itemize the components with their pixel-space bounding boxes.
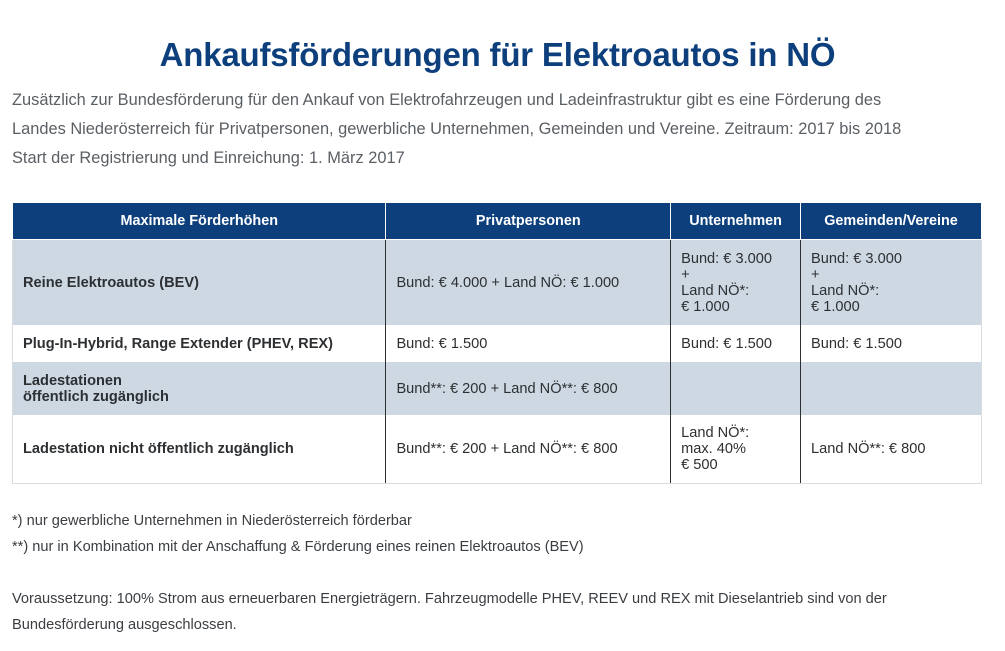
- cell-company: [671, 240, 801, 326]
- cell-community: Land NÖ**: € 800: [801, 415, 982, 484]
- cell-line: Land NÖ*:: [811, 282, 880, 299]
- requirement-line: Voraussetzung: 100% Strom aus erneuerbaren Energieträgern. Fahrzeugmodelle PHEV, REEV und REX mit Dieselantrieb sind von der: [12, 591, 887, 607]
- label-line: öffentlich zugänglich: [23, 388, 169, 405]
- intro-line: Landes Niederösterreich für Privatpersonen, gewerbliche Unternehmen, Gemeinden und Vereine. Zeitraum: 2017 bis 2018: [12, 120, 902, 138]
- cell-line: +: [681, 266, 690, 283]
- cell-community: [801, 362, 982, 415]
- cell-company: Bund: € 1.500: [671, 325, 801, 362]
- cell-line: € 1.000: [811, 298, 860, 315]
- row-label: Ladestation nicht öffentlich zugänglich: [13, 415, 386, 484]
- column-header: Gemeinden/Vereine: [801, 203, 982, 240]
- cell-private: Bund: € 1.500: [386, 325, 671, 362]
- intro-line: Start der Registrierung und Einreichung: 1. März 2017: [12, 149, 405, 167]
- row-label: Reine Elektroautos (BEV): [13, 240, 386, 326]
- intro-text: [12, 86, 987, 173]
- row-label: [13, 362, 386, 415]
- funding-table: [12, 202, 982, 484]
- cell-line: Land NÖ*:: [681, 425, 750, 441]
- column-header: Maximale Förderhöhen: [13, 203, 386, 240]
- table-header-row: [13, 203, 982, 240]
- cell-line: max. 40%: [681, 441, 746, 457]
- cell-line: € 1.000: [681, 298, 730, 315]
- table-row: [13, 240, 982, 326]
- intro-line: Zusätzlich zur Bundesförderung für den Ankauf von Elektrofahrzeugen und Ladeinfrastruktur gibt es eine Förderung des: [12, 91, 882, 109]
- label-line: Ladestationen: [23, 372, 122, 389]
- column-header: Unternehmen: [671, 203, 801, 240]
- footnotes: [12, 508, 987, 560]
- cell-company: [671, 415, 801, 484]
- cell-line: Bund: € 3.000: [681, 250, 772, 267]
- cell-private: Bund**: € 200 + Land NÖ**: € 800: [386, 415, 671, 484]
- cell-line: +: [811, 266, 820, 283]
- table-row: [13, 362, 982, 415]
- cell-private: Bund**: € 200 + Land NÖ**: € 800: [386, 362, 671, 415]
- column-header: Privatpersonen: [386, 203, 671, 240]
- table-row: [13, 415, 982, 484]
- cell-private: Bund: € 4.000 + Land NÖ: € 1.000: [386, 240, 671, 326]
- cell-community: [801, 240, 982, 326]
- cell-community: Bund: € 1.500: [801, 325, 982, 362]
- requirement-text: [12, 586, 987, 638]
- cell-company: [671, 362, 801, 415]
- page-title: Ankaufsförderungen für Elektroautos in NÖ: [159, 36, 836, 73]
- footnote: *) nur gewerbliche Unternehmen in Niederösterreich förderbar: [12, 513, 412, 529]
- cell-line: Land NÖ*:: [681, 282, 750, 299]
- requirement-line: Bundesförderung ausgeschlossen.: [12, 617, 237, 633]
- cell-line: Bund: € 3.000: [811, 250, 902, 267]
- cell-line: € 500: [681, 457, 718, 473]
- table-row: [13, 325, 982, 362]
- footnote: **) nur in Kombination mit der Anschaffung & Förderung eines reinen Elektroautos (BEV): [12, 539, 584, 555]
- row-label: Plug-In-Hybrid, Range Extender (PHEV, REX): [13, 325, 386, 362]
